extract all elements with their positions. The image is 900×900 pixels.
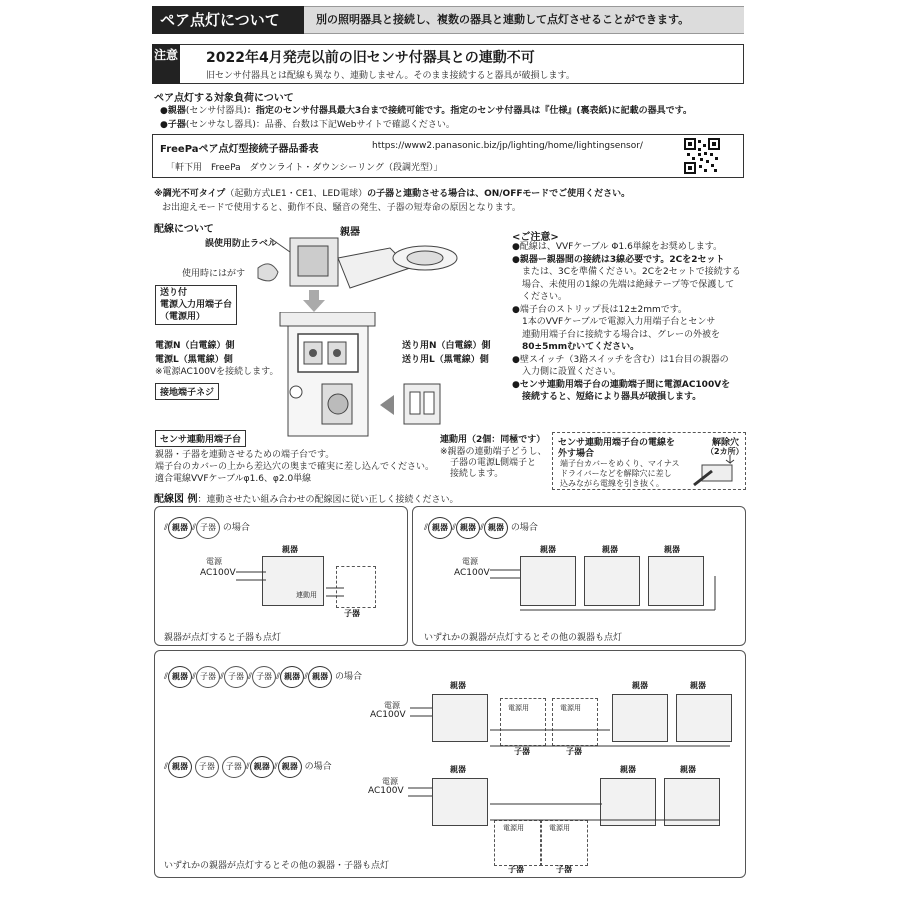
terminal-block-drawing <box>270 312 390 442</box>
panel3a-wires <box>410 706 740 754</box>
panel1-ac: AC100V <box>200 568 236 578</box>
remove-note: 使用時にはがす <box>182 269 246 279</box>
target-line-child: ●子器(センサなし器具)：品番、台数は下記Webサイトで確認ください。 <box>160 120 455 130</box>
panel3a-power-use-1: 電源用 <box>508 704 529 712</box>
panel2-caption: いずれかの親器が点灯するとその他の親器も点灯 <box>424 633 623 643</box>
diagrams-heading-line: 配線図 例：連動させたい組み合わせの配線図に従い正しく接続ください。 <box>154 494 459 505</box>
sensor-desc-3: 適合電線VVFケーブルφ1.6、φ2.0単線 <box>155 474 312 484</box>
panel3a-parent-label-3: 親器 <box>690 681 706 690</box>
panel1-power: 電源 <box>206 557 222 566</box>
panel2-ac: AC100V <box>454 568 490 578</box>
ground-screw-label: 接地端子ネジ <box>155 383 219 400</box>
notes-list: ●配線は、VVFケーブル Φ1.6単線をお奨めします。 ●親器ー親器間の接続は3線必要です。2Cを2セット または、3Cを準備ください。2Cを2セットで接続する 場合、未使用の1線の先端は絶縁テープ等で保護して ください。 ●端子台のストリップ長は12±2mmです。 1本のVVFケーブルで電源入力用端子台とセンサ 連動用端子台に接続する場合は、グレーの外被を 80±5mmむいてください。 ●壁スイッチ（3路スイッチを含む）は1台目の親器の 入力側に設置ください。 ●センサ連動用端子台の連動端子間に電源AC100Vを 接続すると、短絡により器具が破損します。 <box>512 242 741 402</box>
release-hole-label: 解除穴 <box>712 438 740 448</box>
freepa-path: 「軒下用 FreePa ダウンライト・ダウンシーリング（段調光型）」 <box>166 163 443 173</box>
remove-title-1: センサ連動用端子台の電線を <box>558 438 676 448</box>
link-label: 連動用（2個：同極です） <box>440 435 546 445</box>
release-tool-icon <box>690 455 740 487</box>
caution-note: 旧センサ付器具とは配線も異なり、連動しません。そのまま接続すると器具が破損します。 <box>206 71 575 81</box>
panel3b-power: 電源 <box>382 777 398 786</box>
link-terminal-drawing <box>380 380 455 430</box>
send-l-label: 送り用L（黒電線）側 <box>402 355 489 365</box>
panel3a-parent-label-1: 親器 <box>450 681 466 690</box>
section-description: 別の照明器具と接続し、複数の器具と連動して点灯させることができます。 <box>316 13 690 26</box>
parent-fixture-label: 親器 <box>340 227 360 238</box>
panel3b-ac: AC100V <box>368 786 404 796</box>
panel3a-power-use-2: 電源用 <box>560 704 581 712</box>
link-desc-2: 子器の電源L側端子と <box>450 458 537 468</box>
panel2-power: 電源 <box>462 557 478 566</box>
panel3a-parent-label-2: 親器 <box>632 681 648 690</box>
panel3b-power-use-2: 電源用 <box>549 824 570 832</box>
panel3b-power-use-1: 電源用 <box>503 824 524 832</box>
dim-note-line2: お出迎えモードで使用すると、動作不良、騒音の発生、子器の短寿命の原因となります。 <box>162 203 521 213</box>
panel3a-child-label-1: 子器 <box>514 747 530 756</box>
arrow-down-icon <box>302 290 326 314</box>
panel1-combo: ⫽ 親器 ⫽ 子器 の場合 <box>164 517 250 539</box>
remove-desc-1: 端子台カバーをめくり、マイナス <box>560 459 680 468</box>
caution-title: 2022年4月発売以前の旧センサ付器具との連動不可 <box>206 50 535 66</box>
panel2-parent-label-2: 親器 <box>602 545 618 554</box>
panel3b-parent-label-1: 親器 <box>450 765 466 774</box>
panel3-caption: いずれかの親器が点灯するとその他の親器・子器も点灯 <box>164 861 390 871</box>
notes-heading: <ご注意> <box>512 232 559 243</box>
sensor-desc-1: 親器・子器を連動させるための端子台です。 <box>155 450 335 460</box>
sensor-desc-2: 端子台のカバーの上から差込穴の奥まで確実に差し込んでください。 <box>155 462 435 472</box>
power-terminal-label: 送り付 電源入力用端子台 （電源用） <box>155 285 237 325</box>
panel3-combo-b: ⫽ 親器 子器 子器 ⫽ 親器 ⫽ 親器 の場合 <box>164 756 332 778</box>
misuse-label: 誤使用防止ラベル <box>205 239 278 249</box>
panel1-wires <box>236 568 346 608</box>
panel3b-child-label-2: 子器 <box>556 865 572 874</box>
panel1-child-label: 子器 <box>344 609 360 618</box>
panel2-combo: ⫽ 親器 ⫽ 親器 ⫽ 親器 の場合 <box>424 517 538 539</box>
panel3b-parent-label-3: 親器 <box>680 765 696 774</box>
target-line-parent: ●親器(センサ付器具)：指定のセンサ付器具最大3台まで接続可能です。指定のセンサ付器具は『仕様』(裏表紙)に記載の器具です。 <box>160 106 692 116</box>
fixture-illustration <box>240 228 510 308</box>
panel3a-ac: AC100V <box>370 710 406 720</box>
wiring-heading: 配線について <box>154 224 214 235</box>
target-heading: ペア点灯する対象負荷について <box>154 93 294 104</box>
live-side-label: 電源L（黒電線）側 <box>155 355 233 365</box>
freepa-title: FreePaペア点灯型接続子器品番表 <box>160 144 319 155</box>
panel3b-wires <box>408 786 728 826</box>
caution-badge: 注意 <box>152 44 180 84</box>
neutral-side-label: 電源N（白電線）側 <box>155 341 235 351</box>
qr-code-icon <box>684 138 720 174</box>
panel3-combo-a: ⫽ 親器 ⫽ 子器 ⫽ 子器 ⫽ 子器 ⫽ 親器 ⫽ 親器 の場合 <box>164 666 362 688</box>
panel2-parent-label-1: 親器 <box>540 545 556 554</box>
dim-note-line1: ※調光不可タイプ（起動方式LE1・CE1、LED電球）の子器と連動させる場合は、ON/OFFモードでご使用ください。 <box>154 189 631 199</box>
panel3b-child-label-1: 子器 <box>508 865 524 874</box>
ac-note: ※電源AC100Vを接続します。 <box>155 367 279 377</box>
release-hole-count: （2カ所） <box>706 447 744 456</box>
send-n-label: 送り用N（白電線）側 <box>402 341 491 351</box>
panel1-parent-label: 親器 <box>282 545 298 554</box>
remove-desc-3: 込みながら電線を引き抜く。 <box>560 479 664 488</box>
sensor-terminal-label: センサ連動用端子台 <box>155 430 246 447</box>
panel1-link-label: 連動用 <box>296 591 317 599</box>
panel3a-power: 電源 <box>384 701 400 710</box>
panel3a-child-label-2: 子器 <box>566 747 582 756</box>
panel2-wires <box>490 566 720 616</box>
freepa-url[interactable]: https://www2.panasonic.biz/jp/lighting/home/lightingsensor/ <box>372 141 643 151</box>
remove-desc-2: ドライバーなどを解除穴に差し <box>560 469 672 478</box>
panel2-parent-label-3: 親器 <box>664 545 680 554</box>
remove-title-2: 外す場合 <box>558 449 595 459</box>
link-desc-1: ※親器の連動端子どうし、 <box>440 447 547 457</box>
section-title: ペア点灯について <box>152 6 304 34</box>
panel1-caption: 親器が点灯すると子器も点灯 <box>164 633 282 643</box>
link-desc-3: 接続します。 <box>450 469 504 479</box>
panel3b-parent-label-2: 親器 <box>620 765 636 774</box>
